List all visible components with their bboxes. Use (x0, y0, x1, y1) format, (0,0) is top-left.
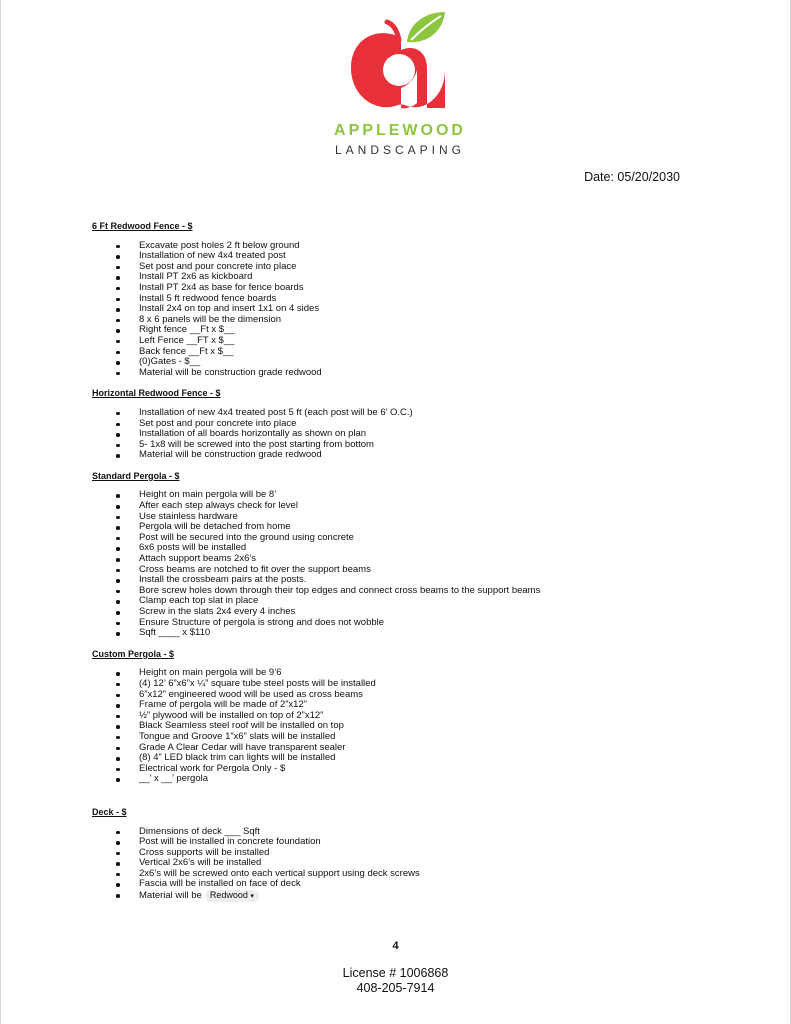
material-label: Material will be (139, 890, 202, 902)
list-item: 5- 1x8 will be screwed into the post starting from bottom (92, 440, 712, 451)
list-item: (0)Gates - $__ (92, 357, 712, 368)
list-item: Right fence __Ft x $__ (92, 325, 712, 336)
list-item: Screw in the slats 2x4 every 4 inches (92, 607, 712, 618)
item-list (92, 827, 712, 903)
list-item: After each step always check for level (92, 501, 712, 512)
list-item: Install PT 2x4 as base for fence boards (92, 283, 712, 294)
apple-logo-icon (345, 8, 455, 120)
list-item: Use stainless hardware (92, 512, 712, 523)
list-item (92, 890, 712, 902)
phone-number: 408-205-7914 (356, 981, 435, 995)
section-title: Custom Pergola - $ (92, 648, 175, 659)
section-custom-pergola (92, 649, 712, 785)
list-item: Install the crossbeam pairs at the posts. (92, 575, 712, 586)
brand-subtitle: LANDSCAPING (334, 143, 466, 157)
list-item: Vertical 2x6’s will be installed (92, 858, 712, 869)
list-item: (4) 12’ 6”x6”x ¼” square tube steel posts will be installed (92, 679, 712, 690)
section-redwood-fence (92, 221, 712, 378)
company-logo (300, 8, 500, 163)
list-item: Left Fence __FT x $__ (92, 336, 712, 347)
brand-name: APPLEWOOD (334, 122, 466, 139)
list-item: Grade A Clear Cedar will have transparent sealer (92, 743, 712, 754)
list-item: Installation of all boards horizontally as shown on plan (92, 429, 712, 440)
page-left-edge (0, 0, 1, 1024)
list-item: Cross beams are notched to fit over the support beams (92, 565, 712, 576)
section-title: 6 Ft Redwood Fence - $ (92, 221, 193, 231)
footer (0, 966, 791, 996)
material-dropdown-chip[interactable] (205, 890, 259, 902)
list-item: 6”x12” engineered wood will be used as cross beams (92, 690, 712, 701)
list-item: Install 5 ft redwood fence boards (92, 294, 712, 305)
list-item: Clamp each top slat in place (92, 596, 712, 607)
item-list (92, 490, 712, 638)
list-item: Black Seamless steel roof will be installed on top (92, 721, 712, 732)
list-item: Material will be construction grade redwood (92, 368, 712, 379)
list-item: Frame of pergola will be made of 2”x12” (92, 700, 712, 711)
list-item: Ensure Structure of pergola is strong and does not wobble (92, 618, 712, 629)
list-item: Electrical work for Pergola Only - $ (92, 764, 712, 775)
estimate-body (92, 221, 712, 912)
chevron-down-icon: ▾ (250, 893, 254, 901)
list-item: Back fence __Ft x $__ (92, 347, 712, 358)
list-item: (8) 4” LED black trim can lights will be installed (92, 753, 712, 764)
page-number: 4 (392, 940, 399, 952)
section-title: Horizontal Redwood Fence - $ (92, 388, 221, 399)
item-list (92, 408, 712, 461)
list-item: 2x6’s will be screwed onto each vertical support using deck screws (92, 869, 712, 880)
list-item: Cross supports will be installed (92, 848, 712, 859)
material-value: Redwood (209, 890, 248, 901)
item-list (92, 241, 712, 379)
list-item: Install 2x4 on top and insert 1x1 on 4 sides (92, 304, 712, 315)
list-item: Material will be construction grade redwood (92, 450, 712, 461)
list-item: ½” plywood will be installed on top of 2”x12” (92, 711, 712, 722)
section-standard-pergola (92, 471, 712, 639)
list-item: 8 x 6 panels will be the dimension (92, 315, 712, 326)
list-item: Dimensions of deck ___ Sqft (92, 827, 712, 838)
list-item: Installation of new 4x4 treated post (92, 251, 712, 262)
list-item: Installation of new 4x4 treated post 5 ft (each post will be 6’ O.C.) (92, 408, 712, 419)
list-item: Height on main pergola will be 9’6 (92, 668, 712, 679)
section-horizontal-fence (92, 388, 712, 461)
list-item: Install PT 2x6 as kickboard (92, 272, 712, 283)
section-deck (92, 807, 712, 902)
license-number: License # 1006868 (342, 966, 449, 980)
list-item: Fascia will be installed on face of deck (92, 879, 712, 890)
list-item: Set post and pour concrete into place (92, 262, 712, 273)
list-item: Post will be secured into the ground using concrete (92, 533, 712, 544)
list-item: __’ x __’ pergola (92, 774, 712, 785)
list-item: Pergola will be detached from home (92, 522, 712, 533)
list-item: Height on main pergola will be 8’ (92, 490, 712, 501)
list-item: Attach support beams 2x6’s (92, 554, 712, 565)
list-item: Tongue and Groove 1”x6” slats will be installed (92, 732, 712, 743)
section-title: Deck - $ (92, 806, 127, 817)
list-item: Set post and pour concrete into place (92, 419, 712, 430)
list-item: Excavate post holes 2 ft below ground (92, 241, 712, 252)
list-item: Sqft ____ x $110 (92, 628, 712, 639)
list-item: Post will be installed in concrete foundation (92, 837, 712, 848)
item-list (92, 668, 712, 785)
list-item: Bore screw holes down through their top edges and connect cross beams to the support beams (92, 586, 712, 597)
list-item: 6x6 posts will be installed (92, 543, 712, 554)
section-title: Standard Pergola - $ (92, 470, 180, 481)
document-date: Date: 05/20/2030 (584, 170, 680, 184)
